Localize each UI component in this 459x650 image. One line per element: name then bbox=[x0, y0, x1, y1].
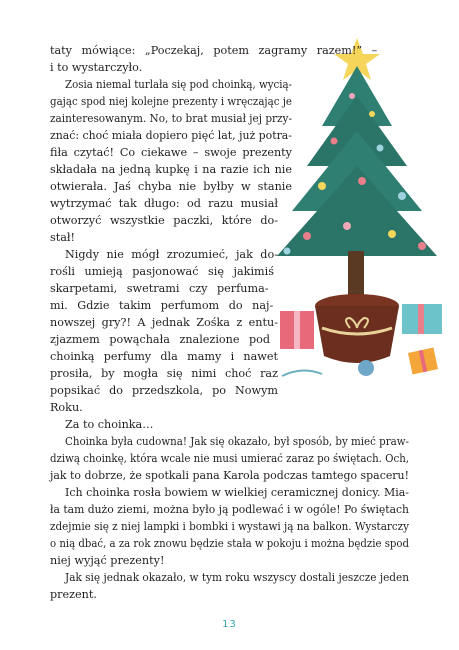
text-line-content: stał! bbox=[50, 231, 76, 244]
text-line-content: niej wyjąć prezenty! bbox=[50, 554, 165, 567]
pot-icon bbox=[315, 294, 399, 363]
text-line-content: Zosia niemal turlała się pod choinką, wycią- bbox=[65, 78, 292, 91]
tree-icon bbox=[277, 66, 437, 311]
text-line-content: zainteresowanym. No, to brat musiał jej przy- bbox=[50, 112, 292, 125]
text-line-content: taty mówiące: „Poczekaj, potem zagramy razem!” – bbox=[50, 44, 378, 57]
text-line-content: zdejmie się z niej lampki i bombki i wystawi ją na balkon. Wystarczy bbox=[50, 520, 409, 533]
text-line-content: wytrzymać tak długo: od razu musiał bbox=[50, 197, 278, 210]
text-line-content: dziwą choinkę, która wcale nie musi umierać zaraz po świętach. Och, bbox=[50, 452, 409, 465]
text-line-content: zjazmem powąchała znalezione pod bbox=[50, 333, 271, 346]
text-line-content: ła tam dużo ziemi, można było ją podlewać i w ogóle! Po świętach bbox=[50, 503, 409, 516]
page-number: 13 bbox=[222, 619, 237, 630]
text-line-content: mi. Gdzie takim perfumom do naj- bbox=[50, 299, 274, 312]
text-line-content: otworzyć wszystkie paczki, które do- bbox=[50, 214, 278, 227]
text-line-content: nowszej gry?! A jednak Zośka z entu- bbox=[50, 316, 278, 329]
text-line-content: prezent. bbox=[50, 588, 97, 601]
text-line-content: otwierała. Jaś chyba nie byłby w stanie bbox=[50, 180, 292, 193]
text-line-content: o nią dbać, a za rok znowu będzie stała w pokoju i można będzie spod bbox=[50, 537, 409, 550]
text-line-content: Roku. bbox=[50, 401, 83, 414]
text-line-content: popsikać do przedszkola, po Nowym bbox=[50, 384, 278, 397]
text-line-content: skarpetami, swetrami czy perfuma- bbox=[50, 282, 269, 295]
text-line-content: prosiła, by mogła się nimi choć raz bbox=[50, 367, 278, 380]
text-line-content: Jak się jednak okazało, w tym roku wszyscy dostali jeszcze jeden bbox=[65, 571, 409, 584]
text-line-content: Ich choinka rosła bowiem w wielkiej ceramicznej donicy. Mia- bbox=[65, 486, 409, 499]
text-line-content: gając spod niej kolejne prezenty i wręczając je bbox=[50, 95, 292, 108]
text-line-content: choinką perfumy dla mamy i nawet bbox=[50, 350, 278, 363]
text-line-content: znać: choć miała dopiero pięć lat, już potra- bbox=[50, 129, 292, 142]
text-line-content: Nigdy nie mógł zrozumieć, jak do- bbox=[65, 248, 278, 261]
text-line-content: i to wystarczyło. bbox=[50, 61, 143, 74]
text-line-content: rośli umieją pasjonować się jakimiś bbox=[50, 265, 274, 278]
text-line-content: fiła czytać! Co ciekawe – swoje prezenty bbox=[50, 146, 292, 159]
text-line-content: składała na jedną kupkę i na razie ich nie bbox=[50, 163, 292, 176]
text-line-content: jak to dobrze, że spotkali pana Karola podczas tamtego spaceru! bbox=[50, 469, 409, 482]
text-line-content: Za to choinka… bbox=[65, 418, 154, 431]
text-line-content: Choinka była cudowna! Jak się okazało, był sposób, by mieć praw- bbox=[65, 435, 409, 448]
